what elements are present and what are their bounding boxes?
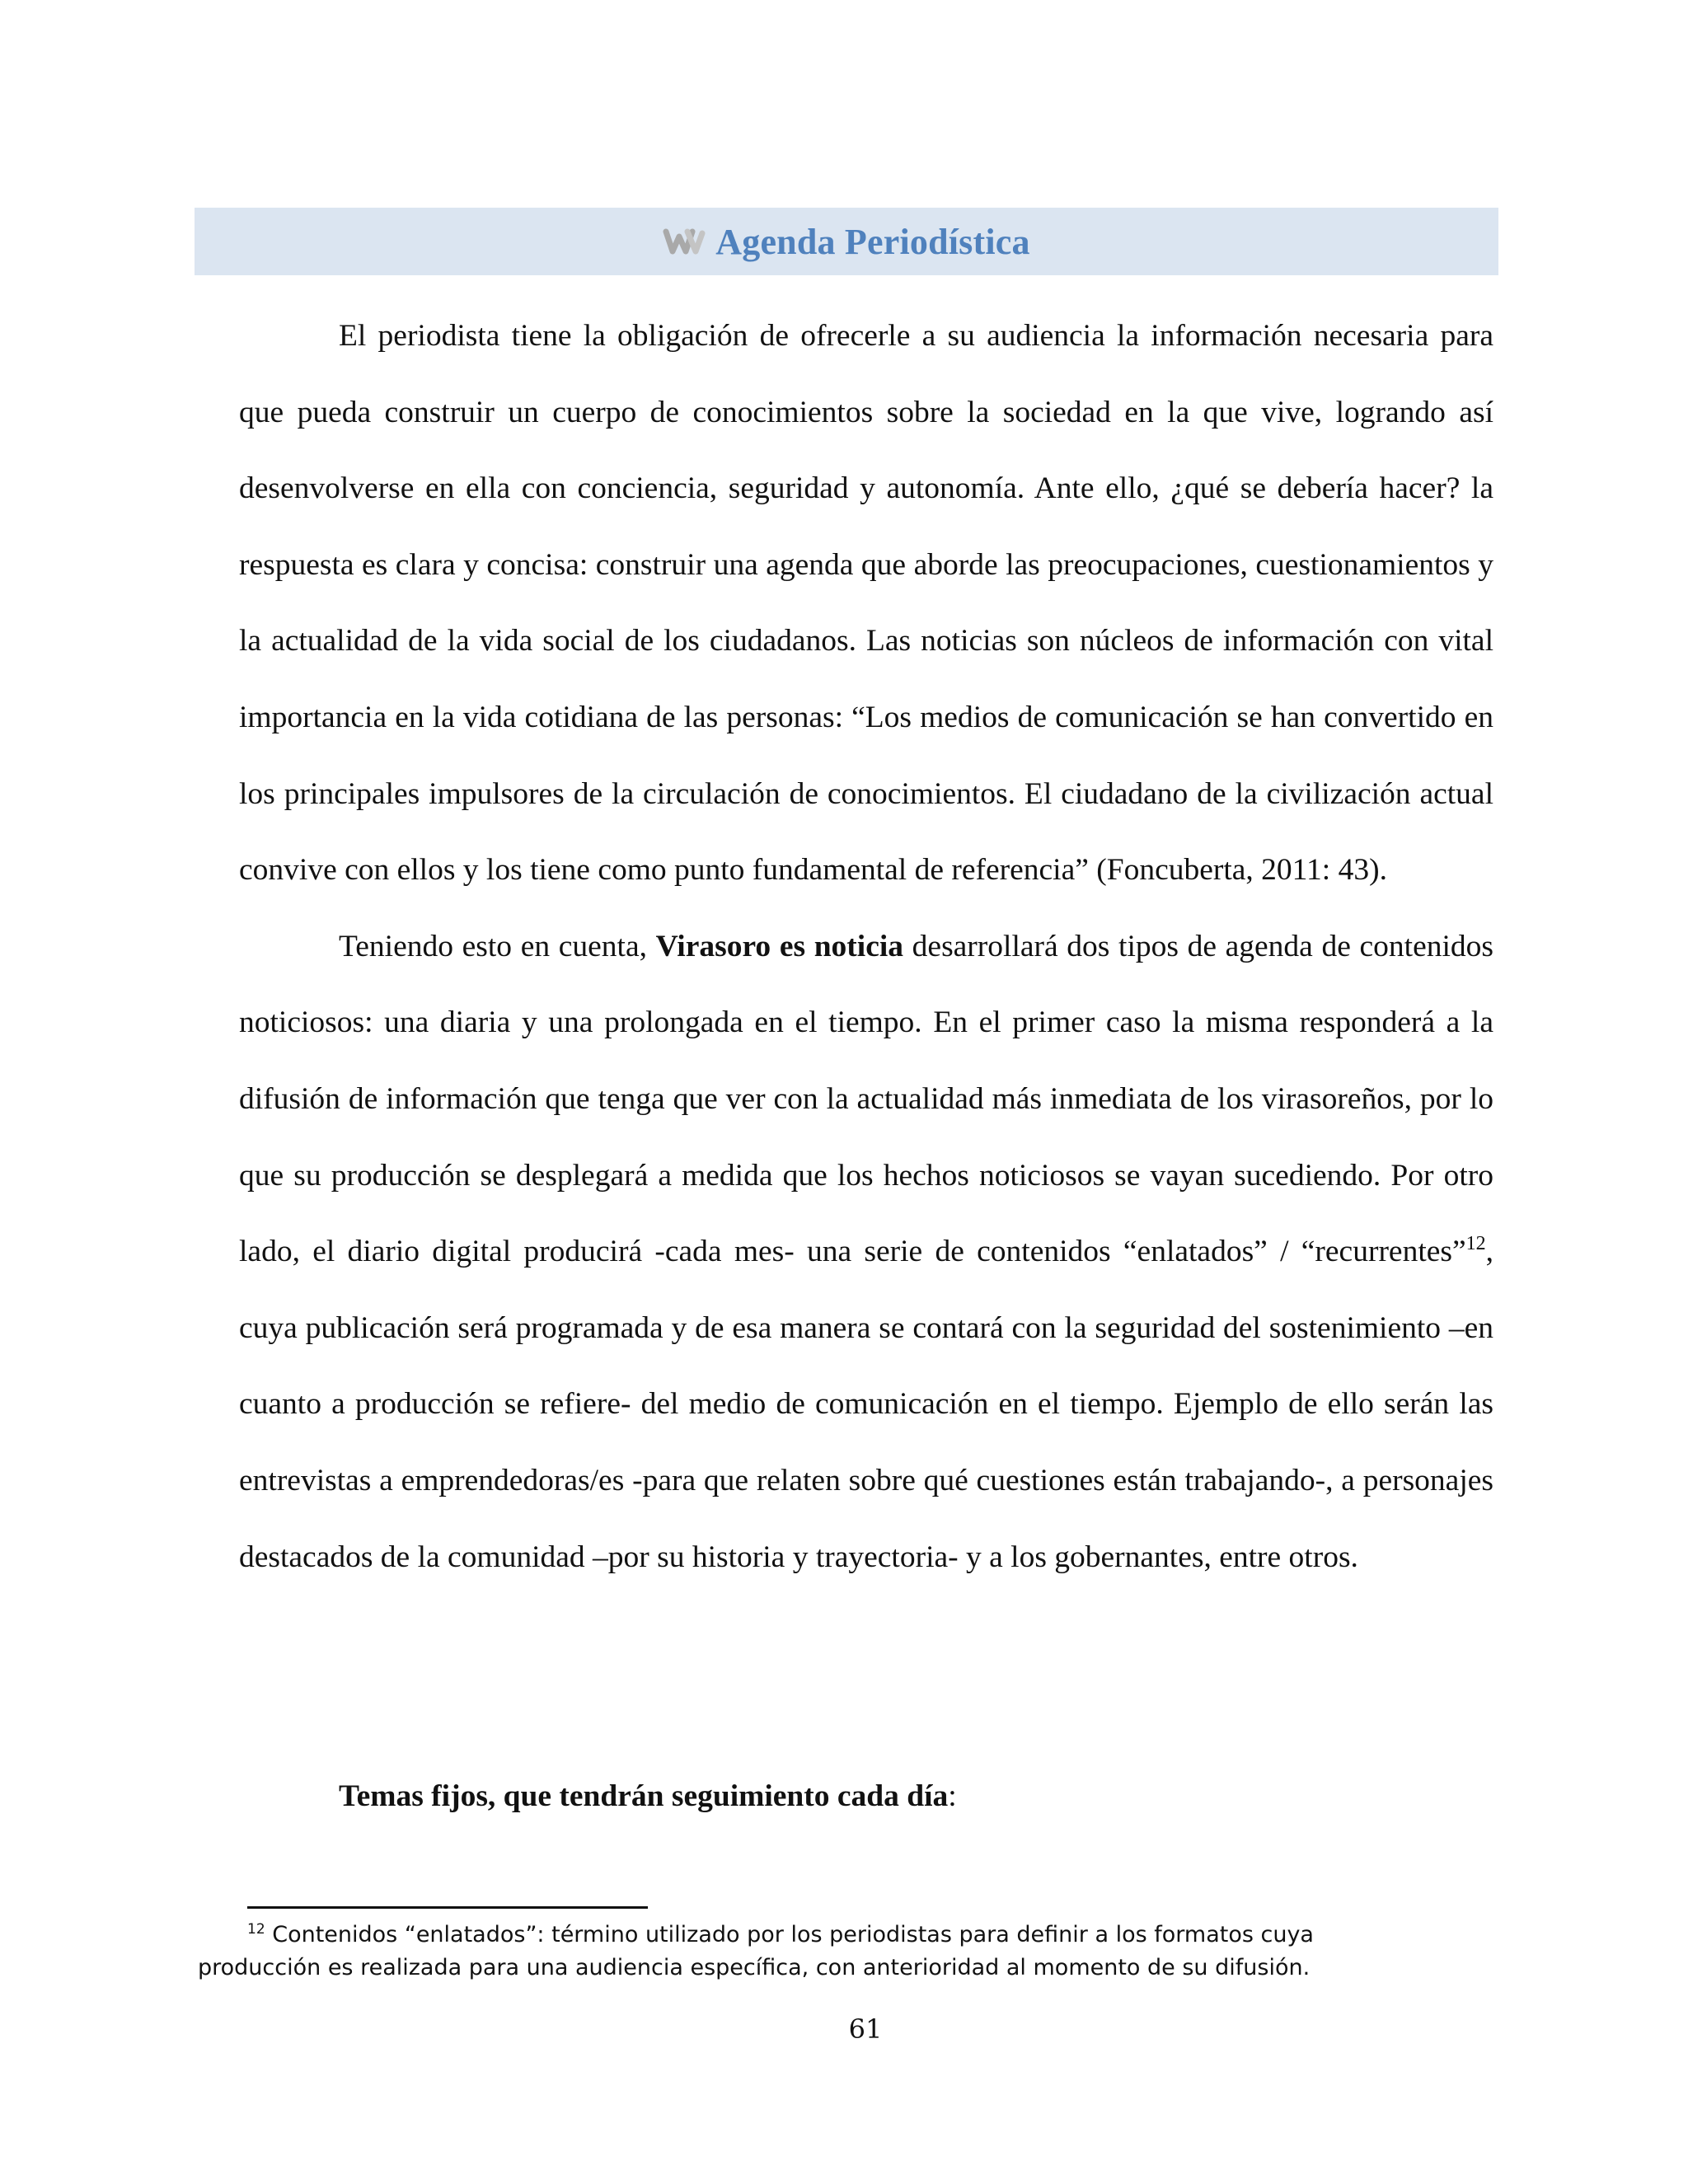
footnote-text-1: Contenidos “enlatados”: término utilizado por los periodistas para definir a los formatos cuya (265, 1922, 1314, 1947)
paragraph-2-text-b: desarrollará dos tipos de agenda de contenidos noticiosos: una diaria y una prolongada en el tiempo. En el primer caso la misma responderá a la difusión de información que tenga que ver con la actualidad más inmediata de los virasoreños, por lo que su producción se desplegará a medida que los hechos noticiosos se vayan sucediendo. Por otro lado, el diario digital producirá -cada mes- una serie de contenidos “enlatados” / “recurrentes” (239, 929, 1493, 1269)
section-title-band (195, 208, 1498, 275)
section-title (663, 221, 1029, 263)
footnote-line-2: producción es realizada para una audiencia específica, con anterioridad al momento de su difusión. (198, 1955, 1311, 1980)
subheading-colon: : (948, 1779, 957, 1813)
footnote-divider (247, 1906, 648, 1909)
subheading-text: Temas fijos, que tendrán seguimiento cada día (339, 1779, 949, 1813)
wave-logo-icon (663, 227, 709, 256)
paragraph-2-text-c: , cuya publicación será programada y de esa manera se contará con la seguridad del sostenimiento –en cuanto a producción se refiere- del medio de comunicación en el tiempo. Ejemplo de ello serán las entrevistas a emprendedoras/es -para que relaten sobre qué cuestiones están trabajando-, a personajes destacados de la comunidad –por su historia y trayectoria- y a los gobernantes, entre otros. (239, 1235, 1493, 1574)
page-title: Agenda Periodística (715, 221, 1030, 262)
footnote (198, 1919, 1493, 1985)
publication-name: Virasoro es noticia (655, 929, 904, 963)
footnote-line-1 (198, 1919, 1493, 1952)
footnote-reference[interactable]: 12 (1465, 1233, 1486, 1255)
paragraph-2 (239, 909, 1493, 1596)
paragraph-1: El periodista tiene la obligación de ofrecerle a su audiencia la información necesaria para que pueda construir un cuerpo de conocimientos sobre la sociedad en la que vive, logrando así desenvolverse en ella con conciencia, seguridad y autonomía. Ante ello, ¿qué se debería hacer? la respuesta es clara y concisa: construir una agenda que aborde las preocupaciones, cuestionamientos y la actualidad de la vida social de los ciudadanos. Las noticias son núcleos de información con vital importancia en la vida cotidiana de las personas: “Los medios de comunicación se han convertido en los principales impulsores de la circulación de conocimientos. El ciudadano de la civilización actual convive con ellos y los tiene como punto fundamental de referencia” (Foncuberta, 2011: 43). (239, 319, 1493, 888)
footnote-number: 12 (247, 1921, 265, 1938)
paragraph-2-text-a: Teniendo esto en cuenta, (339, 929, 656, 963)
body-text (239, 298, 1493, 1596)
subheading (339, 1772, 957, 1821)
page-number: 61 (848, 2013, 883, 2045)
